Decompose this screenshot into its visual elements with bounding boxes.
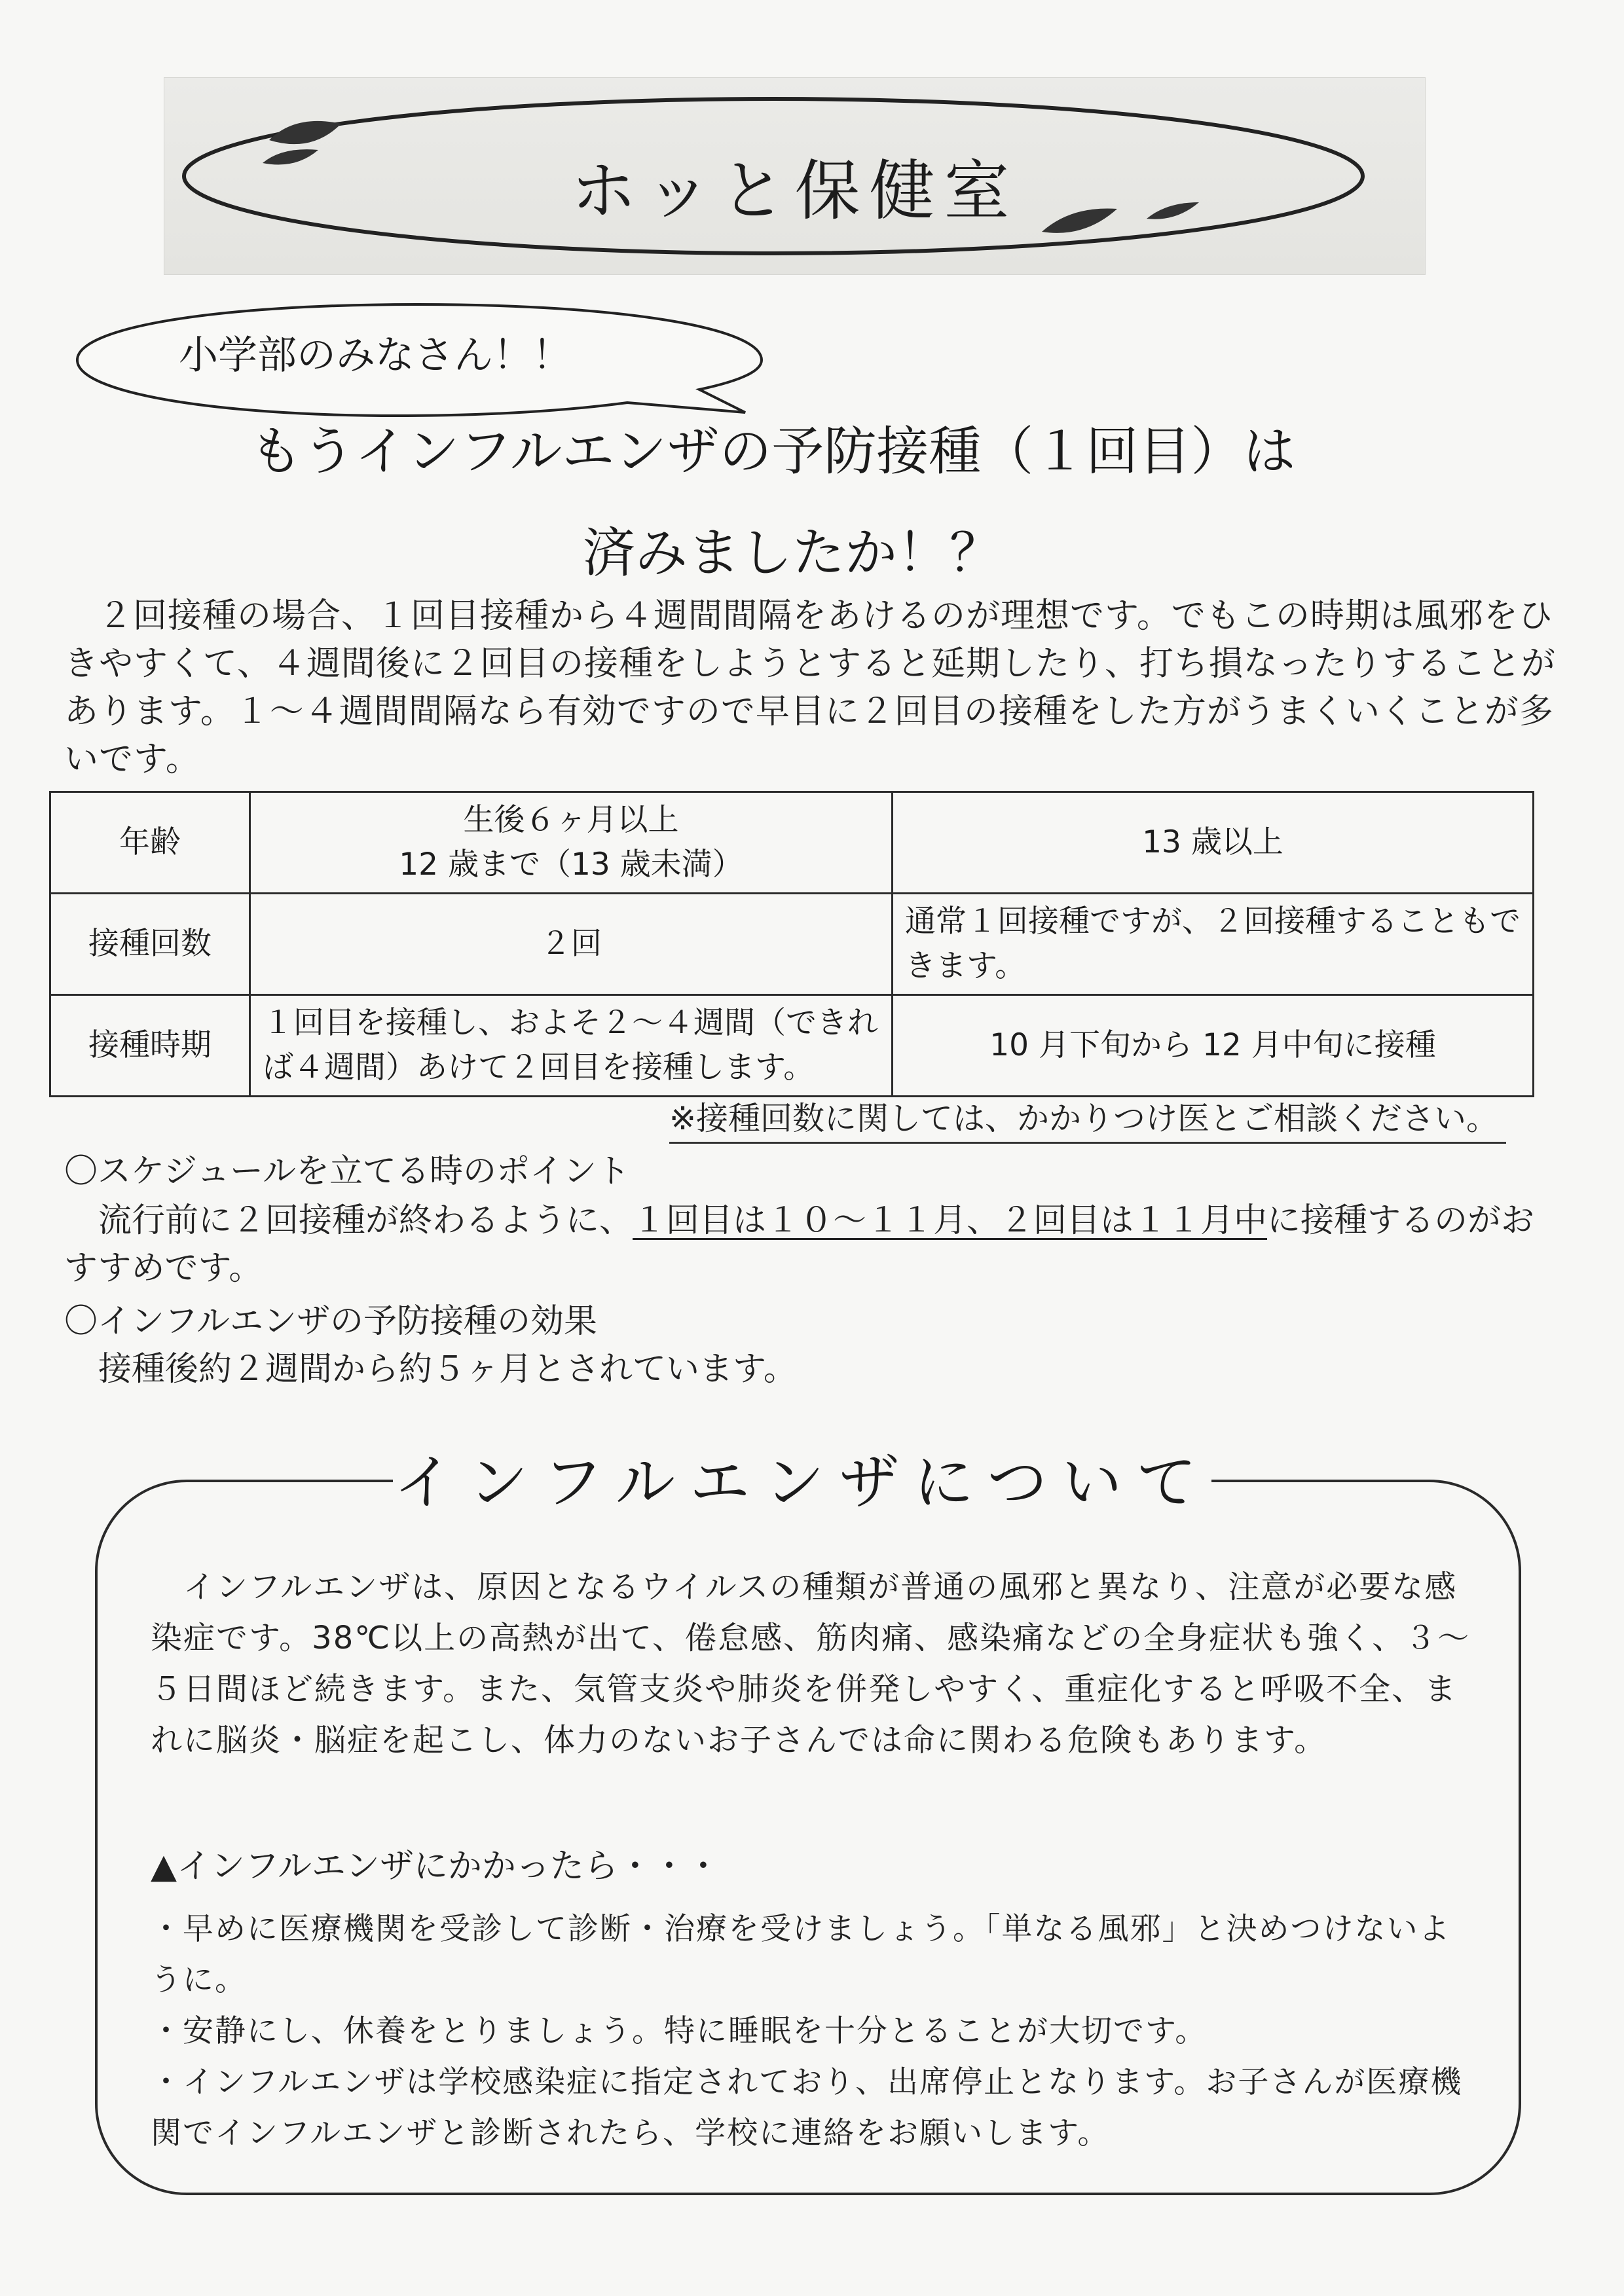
row-label: 接種時期 (50, 995, 250, 1097)
table-cell: 通常１回接種ですが、２回接種することもできます。 (893, 894, 1534, 995)
influenza-advice-list (151, 1904, 1480, 2159)
influenza-title: インフルエンザについて (393, 1448, 1211, 1518)
intro-paragraph: ２回接種の場合、１回目接種から４週間間隔をあけるのが理想です。でもこの時期は風邪をひきやすくて、４週間後に２回目の接種をしようとすると延期したり、打ち損なったりすることがあります。１～４週間間隔なら有効ですので早目に２回目の接種をした方がうまくいくことが多いです。 (64, 596, 1556, 779)
bubble-text: 小学部のみなさん！！ (179, 333, 572, 378)
influenza-body: インフルエンザは、原因となるウイルスの種類が普通の風邪と異なり、注意が必要な感染症です。38℃以上の高熱が出て、倦怠感、筋肉痛、感染痛などの全身症状も強く、３～５日間ほど続きます。また、気管支炎や肺炎を併発しやすく、重症化すると呼吸不全、まれに脳炎・脳症を起こし、体力のないお子さんでは命に関わる危険もあります。 (151, 1569, 1471, 1758)
influenza-title-wrap (393, 1440, 1211, 1525)
list-item: ・インフルエンザは学校感染症に指定されており、出席停止となります。お子さんが医療機関でインフルエンザと診断されたら、学校に連絡をお願いします。 (151, 2064, 1463, 2151)
table-cell: 10 月下旬から 12 月中旬に接種 (893, 995, 1534, 1097)
row-label: 接種回数 (50, 894, 250, 995)
influenza-subheading: ▲インフルエンザにかかったら・・・ (151, 1847, 720, 1886)
headline-line-2: 済みましたか！？ (583, 522, 1002, 583)
header-banner (164, 77, 1426, 275)
speech-bubble (71, 298, 765, 422)
effect-text: 接種後約２週間から約５ヶ月とされています。 (98, 1350, 797, 1389)
schedule-text-after: に接種するのがおすすめです。 (64, 1201, 1535, 1288)
headline-line-1: もうインフルエンザの予防接種（１回目）は (249, 421, 1296, 482)
schedule-text (64, 1197, 1564, 1292)
row-label: 年齢 (50, 792, 250, 894)
schedule-text-underlined: １回目は１０～１１月、２回目は１１月中 (633, 1201, 1268, 1240)
list-item: ・安静にし、休養をとりましょう。特に睡眠を十分とることが大切です。 (151, 2013, 1208, 2049)
schedule-heading: 〇スケジュールを立てる時のポイント (64, 1152, 630, 1191)
table-cell: ２回 (250, 894, 893, 995)
table-row (50, 995, 1534, 1097)
table-cell: 生後６ヶ月以上 12 歳まで（13 歳未満） (250, 792, 893, 894)
page-title: ホッと保健室 (570, 153, 1019, 229)
table-cell: １回目を接種し、およそ２～４週間（できれば４週間）あけて２回目を接種します。 (250, 995, 893, 1097)
vaccination-table (49, 791, 1534, 1097)
table-row (50, 894, 1534, 995)
table-row (50, 792, 1534, 894)
table-cell: 13 歳以上 (893, 792, 1534, 894)
effect-heading: 〇インフルエンザの予防接種の効果 (64, 1302, 597, 1341)
table-note: ※接種回数に関しては、かかりつけ医とご相談ください。 (669, 1093, 1506, 1144)
list-item: ・早めに医療機関を受診して診断・治療を受けましょう。「単なる風邪」と決めつけないように。 (151, 1911, 1451, 1998)
schedule-text-before: 流行前に２回接種が終わるように、 (98, 1201, 633, 1240)
